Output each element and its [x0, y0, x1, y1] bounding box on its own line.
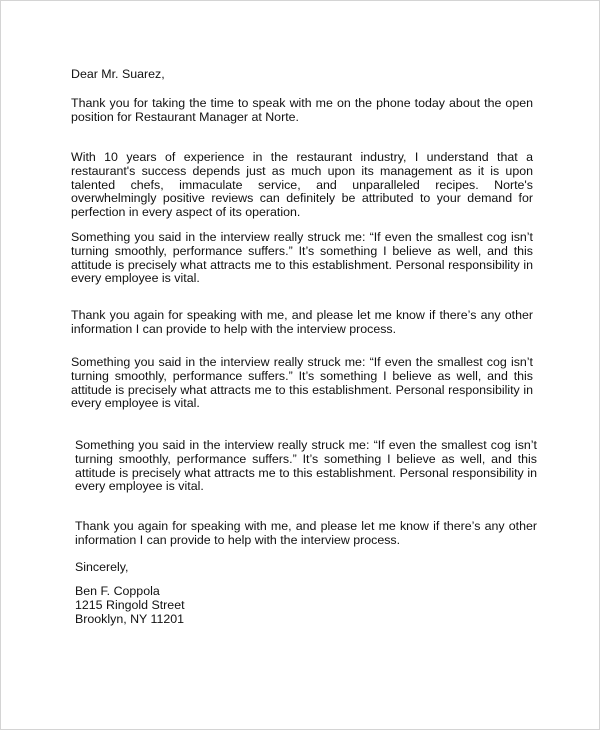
paragraph-quote-3: Something you said in the interview really struck me: “If even the smallest cog isn’t turning smoothly, performance suffers.” It’s something I believe as well, and this attitude is precisely what attracts me to this establishment. Personal responsibility in every employee is vital. [75, 438, 537, 494]
paragraph-quote-1: Something you said in the interview really struck me: “If even the smallest cog isn’t turning smoothly, performance suffers.” It’s something I believe as well, and this attitude is precisely what attracts me to this establishment. Personal responsibility in every employee is vital. [71, 230, 533, 286]
signature-city: Brooklyn, NY 11201 [75, 611, 185, 626]
paragraph-intro: Thank you for taking the time to speak with me on the phone today about the open position for Restaurant Manager at Norte. [71, 96, 533, 124]
paragraph-quote-2: Something you said in the interview really struck me: “If even the smallest cog isn’t turning smoothly, performance suffers.” It’s something I believe as well, and this attitude is precisely what attracts me to this establishment. Personal responsibility in every employee is vital. [71, 355, 533, 411]
closing: Sincerely, [75, 560, 129, 574]
signature-name: Ben F. Coppola [75, 584, 160, 598]
salutation: Dear Mr. Suarez, [71, 67, 165, 81]
signature-street: 1215 Ringold Street [75, 597, 185, 612]
paragraph-thanks-2: Thank you again for speaking with me, and please let me know if there’s any other information I can provide to help with the interview process. [75, 519, 537, 547]
paragraph-thanks-1: Thank you again for speaking with me, and please let me know if there’s any other information I can provide to help with the interview process. [71, 308, 533, 336]
signature-block [75, 585, 537, 626]
paragraph-experience: With 10 years of experience in the restaurant industry, I understand that a restaurant's success depends just as much upon its management as it is upon talented chefs, immaculate service, and unparalleled recipes. Norte's overwhelmingly positive reviews can definitely be attributed to your demand for perfection in every aspect of its operation. [71, 150, 533, 220]
